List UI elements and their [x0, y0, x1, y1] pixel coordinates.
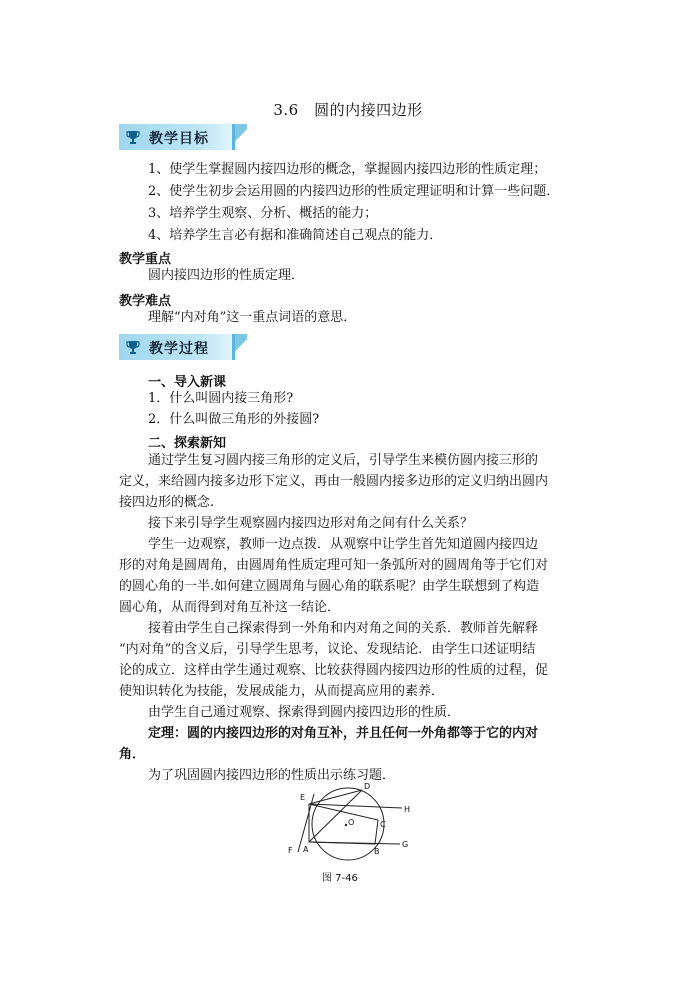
- goal-line: 3、培养学生观察、分析、概括的能力；: [148, 206, 378, 221]
- section-banner-process: [119, 334, 247, 360]
- label-g: G: [402, 840, 409, 849]
- goal-line: 1、使学生掌握圆内接四边形的概念，掌握圆内接四边形的性质定理；: [148, 162, 547, 177]
- paragraph-line: 论的成立．这样由学生通过观察、比较获得圆内接四边形的性质的过程，促: [119, 663, 549, 678]
- section-banner-goals: [119, 124, 247, 150]
- label-c: C: [380, 820, 386, 829]
- geometry-figure: [280, 780, 420, 880]
- page-title: 3.6 圆的内接四边形: [273, 101, 423, 119]
- label-d: D: [364, 782, 371, 791]
- banner-label: 教学目标: [149, 131, 209, 147]
- paragraph-line: 接四边形的概念.: [119, 495, 215, 510]
- paragraph-line: “内对角”的含义后，引导学生思考，议论、发现结论．由学生口述证明结: [119, 642, 536, 657]
- label-h: H: [404, 805, 411, 814]
- inscribed-quadrilateral: [309, 804, 378, 844]
- paragraph-line: 使知识转化为技能，发展成能力，从而提高应用的素养．: [119, 684, 445, 699]
- theorem-line: 定理：圆的内接四边形的对角互补，并且任何一外角都等于它的内对: [148, 726, 539, 741]
- section2-heading: 二、探索新知: [148, 436, 227, 451]
- section1-item: 1．什么叫圆内接三角形?: [148, 391, 294, 406]
- paragraph-line: 接下来引导学生观察圆内接四边形对角之间有什么关系？: [148, 516, 474, 531]
- paragraph-line: 由学生自己通过观察、探索得到圆内接四边形的性质．: [148, 705, 461, 720]
- paragraph-line: 定义，来给圆内接多边形下定义，再由一般圆内接多边形的定义归纳出圆内: [119, 474, 549, 489]
- goal-line: 2、使学生初步会运用圆的内接四边形的性质定理证明和计算一些问题．: [148, 184, 560, 199]
- center-point: [345, 824, 347, 826]
- line-ed: [309, 790, 362, 804]
- section1-heading: 一、导入新课: [148, 375, 227, 390]
- banner-tail: [235, 124, 247, 150]
- trophy-icon: [125, 339, 141, 355]
- difficulty-text: 理解“内对角”这一重点词语的意思．: [148, 310, 357, 325]
- difficulty-heading: 教学难点: [119, 294, 172, 309]
- paragraph-line: 圆心角，从而得到对角互补这一结论．: [119, 600, 341, 615]
- label-b: B: [374, 847, 380, 856]
- label-f: F: [288, 846, 293, 855]
- paragraph-line: 形的对角是圆周角，由圆周角性质定理可知一条弧所对的圆周角等于它们对: [119, 558, 549, 573]
- paragraph-line: 的圆心角的一半.如何建立圆周角与圆心角的联系呢？由学生联想到了构造: [119, 579, 540, 594]
- label-o: O: [348, 818, 355, 827]
- paragraph-line: 接着由学生自己探索得到一外角和内对角之间的关系．教师首先解释: [148, 621, 539, 636]
- section1-item: 2．什么叫做三角形的外接圆?: [148, 412, 320, 427]
- paragraph-line: 为了巩固圆内接四边形的性质出示练习题．: [148, 768, 396, 783]
- banner-tail: [235, 334, 247, 360]
- line-ad: [309, 790, 362, 842]
- figure-caption: 图 7-46: [322, 873, 358, 884]
- key-heading: 教学重点: [119, 252, 172, 267]
- trophy-icon: [125, 129, 141, 145]
- label-a: A: [303, 845, 309, 854]
- paragraph-line: 学生一边观察，教师一边点拨．从观察中让学生首先知道圆内接四边: [148, 537, 539, 552]
- goal-line: 4、培养学生言必有据和准确简述自己观点的能力．: [148, 228, 443, 243]
- theorem-line: 角．: [119, 747, 146, 762]
- label-e: E: [300, 793, 306, 802]
- banner-label: 教学过程: [149, 341, 209, 357]
- paragraph-line: 通过学生复习圆内接三角形的定义后，引导学生来模仿圆内接三形的: [148, 453, 539, 468]
- key-text: 圆内接四边形的性质定理．: [148, 268, 305, 283]
